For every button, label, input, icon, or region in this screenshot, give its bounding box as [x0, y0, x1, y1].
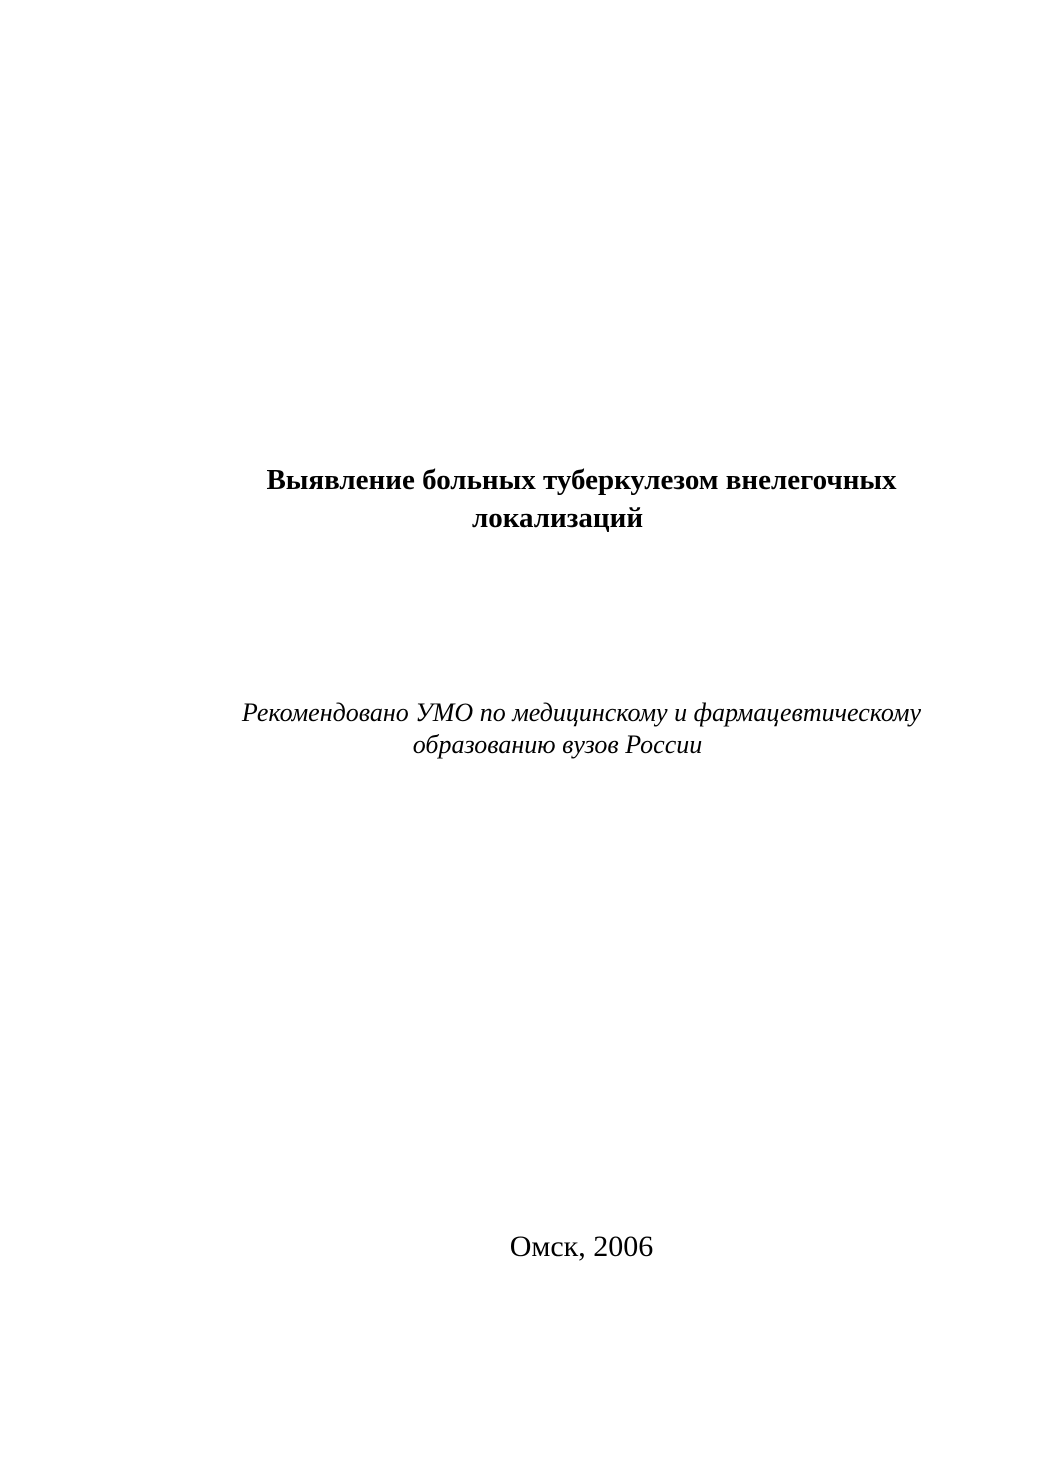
- document-title-line-2: локализаций: [471, 502, 644, 534]
- recommendation-line-2: образованию вузов России: [412, 730, 703, 759]
- city-year: Омск, 2006: [509, 1230, 654, 1263]
- recommendation-line-1: Рекомендовано УМО по медицинскому и фармацевтическому: [241, 698, 922, 727]
- document-title-line-1: Выявление больных туберкулезом внелегочных: [266, 464, 897, 496]
